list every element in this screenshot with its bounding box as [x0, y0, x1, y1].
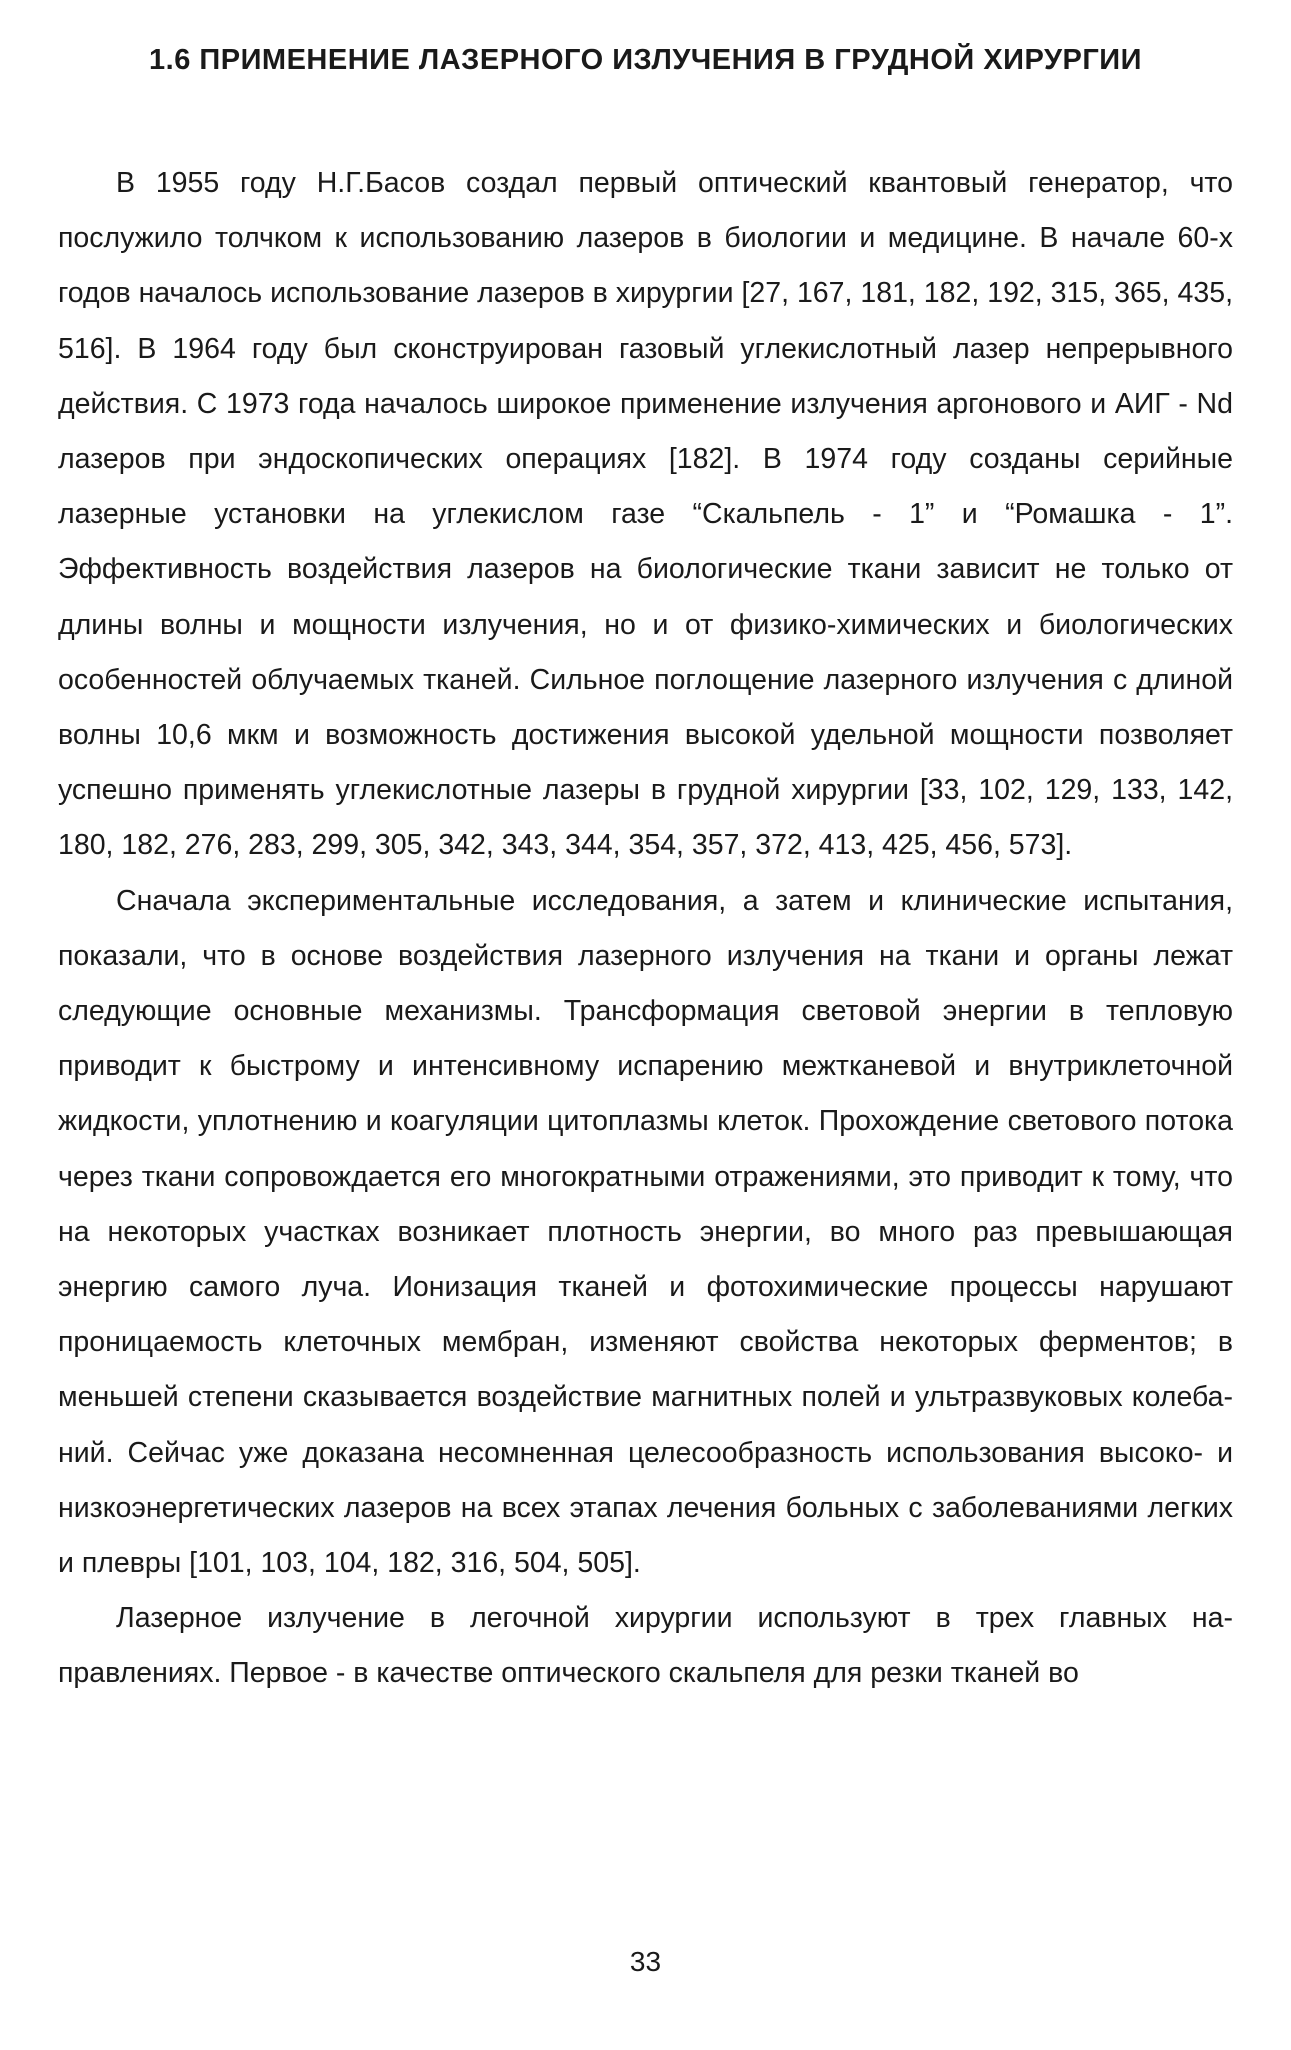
paragraph-history: В 1955 году Н.Г.Басов создал первый оптический квантовый генератор, что послужило толчком к использованию лазеров в биологии и медицине. В начале 60-х годов началось использование лазеров в хирургии [27, 167, 181, 182, 192, 315, 365, 435, 516]. В 1964 году был сконструирован газовый углекислотный лазер непрерывного действия. С 1973 года началось широкое применение излучения аргонового и АИГ - Nd лазеров при эндоскопических операциях [182]. В 1974 году созданы серийные лазерные установки на углекислом газе “Скальпель - 1” и “Ромашка - 1”. Эффективность воздействия лазеров на биологические ткани зависит не только от длины волны и мощности излучения, но и от физико-химических и биологических особенностей облучаемых тканей. Сильное поглощение лазерного излучения с длиной волны 10,6 мкм и возможность достижения высокой удельной мощности позволяет успешно применять углекислотные лазеры в грудной хирургии [33, 102, 129, 133, 142, 180, 182, 276, 283, 299, 305, 342, 343, 344, 354, 357, 372, 413, 425, 456, 573].	[58, 167, 1233, 862]
document-page	[58, 30, 1233, 1702]
body-text	[58, 156, 1233, 1702]
section-heading: 1.6 ПРИМЕНЕНИЕ ЛАЗЕРНОГО ИЗЛУЧЕНИЯ В ГРУДНОЙ ХИРУРГИИ	[149, 44, 1142, 76]
paragraph-applications: Лазерное излучение в легочной хирургии используют в трех главных направлениях. Первое - в качестве оптического скальпеля для резки тканей во	[58, 1602, 1233, 1690]
page-number: 33	[629, 1946, 662, 1977]
paragraph-mechanisms: Сначала экспериментальные исследования, а затем и клинические испытания, показали, что в основе воздействия лазерного излучения на ткани и органы лежат следующие основные механизмы. Трансформация световой энергии в тепловую приводит к быстрому и интенсивному испарению межтканевой и внутриклеточной жидкости, уплотнению и коагуляции цитоплазмы клеток. Прохождение светового потока через ткани сопровождается его многократными отражениями, это приводит к тому, что на некоторых участках возникает плотность энергии, во много раз превышающая энергию самого луча. Ионизация тканей и фотохимические процессы нарушают проницаемость клеточных мембран, изменяют свойства некоторых ферментов; в меньшей степени сказывается воздействие магнитных полей и ультразвуковых колебаний. Сейчас уже доказана несомненная целесообразность использования высоко- и низкоэнергетических лазеров на всех этапах лечения больных с заболеваниями легких и плевры [101, 103, 104, 182, 316, 504, 505].	[58, 884, 1233, 1580]
